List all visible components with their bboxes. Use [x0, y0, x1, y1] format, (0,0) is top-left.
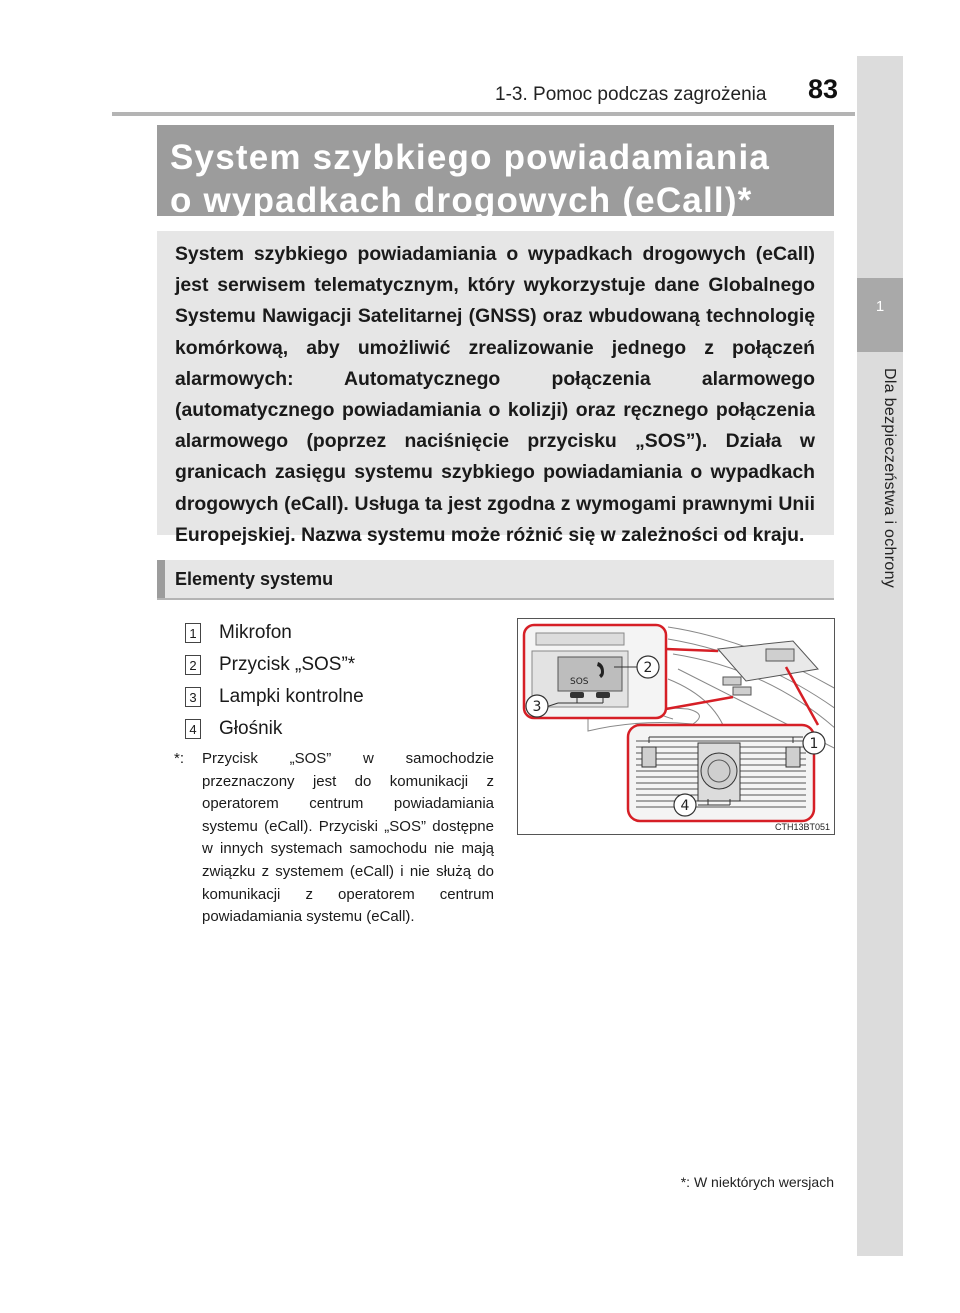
callout-marker — [674, 794, 696, 816]
section-subheading: Elementy systemu — [157, 560, 834, 598]
page-title — [157, 125, 834, 220]
chapter-title: Dla bezpieczeństwa i ochrony — [881, 368, 898, 589]
chapter-side-tab — [857, 56, 903, 1256]
item-number-badge: 3 — [185, 687, 201, 707]
page-number: 83 — [808, 74, 839, 104]
callout-label: 1 — [809, 736, 819, 752]
item-label: Lampki kontrolne — [219, 686, 364, 707]
intro-box — [157, 231, 834, 546]
list-item — [185, 617, 364, 649]
note-text: Przycisk „SOS” w samochodzie przeznaczony jest do komunikacji z operatorem centrum powiadamiania systemu (eCall). Przyciski „SOS” dostępne w innych systemach samochodu nie mają związku z systemem (eCall) i nie służą do komunikacji z operatorem centrum powiadamiania systemu (eCall). — [202, 750, 494, 926]
figure-code: CTH13BT051 — [774, 822, 830, 832]
item-number-badge: 2 — [185, 655, 201, 675]
list-item — [185, 649, 364, 681]
chapter-number-tab — [857, 278, 903, 352]
callout-marker — [526, 695, 548, 717]
callout-label: 2 — [643, 660, 653, 676]
chapter-number: 1 — [875, 298, 885, 315]
title-line-2: o wypadkach drogowych (eCall)* — [170, 181, 753, 220]
list-item — [185, 713, 364, 745]
callout-marker — [637, 656, 659, 678]
microphone-shape — [786, 747, 800, 767]
sos-note — [174, 748, 494, 929]
speaker-shape — [701, 753, 737, 789]
callout-label: 4 — [680, 798, 690, 814]
title-line-1: System szybkiego powiadamiania — [170, 138, 771, 177]
component-list — [185, 617, 364, 745]
sos-button-shape — [558, 657, 622, 691]
sos-button-text: SOS — [570, 677, 589, 687]
system-components-figure — [517, 618, 835, 835]
section-header: 1-3. Pomoc podczas zagrożenia — [495, 84, 767, 105]
header-divider — [112, 112, 855, 116]
microphone-shape — [642, 747, 656, 767]
item-label: Głośnik — [219, 718, 283, 739]
subheading-divider — [157, 598, 834, 600]
item-number-badge: 1 — [185, 623, 201, 643]
overhead-console-illustration — [518, 619, 835, 835]
version-footnote: *: W niektórych wersjach — [680, 1174, 834, 1190]
item-label: Przycisk „SOS”* — [219, 654, 356, 675]
indicator-lamp — [596, 692, 610, 698]
intro-paragraph: System szybkiego powiadamiania o wypadkach drogowych (eCall) jest serwisem telematycznym, który wykorzystuje dane Globalnego Systemu Nawigacji Satelitarnej (GNSS) oraz wbudowaną technologię komórkową, aby umożliwić zrealizowanie jednego z połączeń alarmowych: Automatycznego połączenia alarmowego (automatycznego powiadamiania o kolizji) oraz ręcznego połączenia alarmowego (poprzez naciśnięcie przycisku „SOS”). Działa w granicach zasięgu systemu szybkiego powiadamiania o wypadkach drogowych (eCall). Usługa ta jest zgodna z wymogami prawnymi Unii Europejskiej. Nazwa systemu może różnić się w zależności od kraju. — [175, 243, 815, 546]
callout-marker — [803, 732, 825, 754]
note-marker: *: — [174, 750, 185, 767]
item-number-badge: 4 — [185, 719, 201, 739]
item-label: Mikrofon — [219, 622, 292, 643]
callout-label: 3 — [532, 699, 542, 715]
indicator-lamp — [570, 692, 584, 698]
list-item — [185, 681, 364, 713]
